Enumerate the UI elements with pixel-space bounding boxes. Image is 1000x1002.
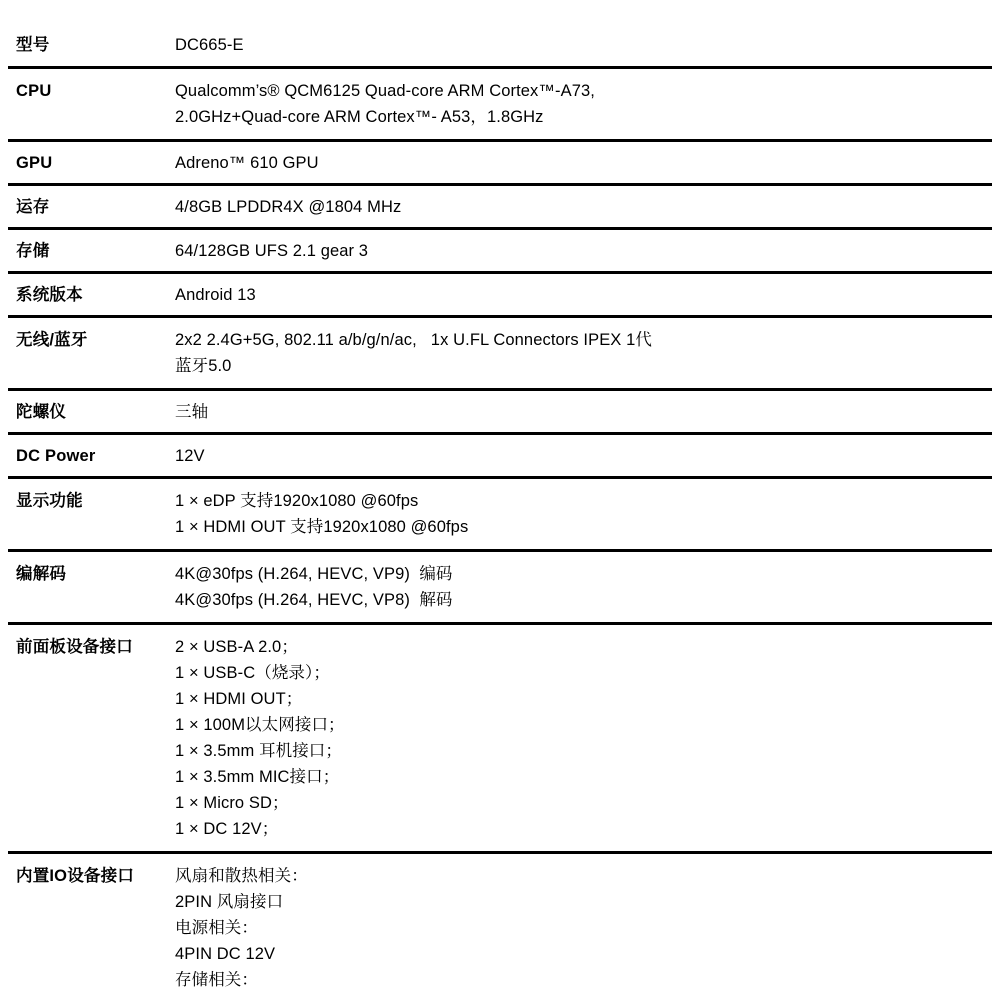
row-label: 存储 <box>16 242 50 260</box>
table-row <box>8 854 992 1002</box>
table-row <box>8 186 992 230</box>
table-row <box>8 552 992 625</box>
row-label: GPU <box>16 154 53 172</box>
value-line: 2 × USB-A 2.0； <box>175 638 298 656</box>
table-row <box>8 391 992 435</box>
row-value <box>175 150 992 176</box>
value-line: Qualcomm’s® QCM6125 Quad-core ARM Cortex™-A73, <box>175 82 595 100</box>
row-label: DC Power <box>16 447 96 465</box>
row-label: 无线/蓝牙 <box>16 331 88 349</box>
row-value <box>175 863 992 993</box>
value-line: 4PIN DC 12V <box>175 945 276 963</box>
value-line: 12V <box>175 447 205 465</box>
value-line: 4K@30fps (H.264, HEVC, VP9) 编码 <box>175 565 453 583</box>
value-line: Android 13 <box>175 286 256 304</box>
value-line: 2x2 2.4G+5G, 802.11 a/b/g/n/ac, 1x U.FL Connectors IPEX 1代 <box>175 331 652 349</box>
value-line: 存储相关： <box>175 971 258 989</box>
row-label: 运存 <box>16 198 50 216</box>
value-line: 三轴 <box>175 403 209 421</box>
value-line: 2PIN 风扇接口 <box>175 893 284 911</box>
value-line: 蓝牙5.0 <box>175 357 232 375</box>
value-line: 1 × 100M以太网接口； <box>175 716 345 734</box>
value-line: 1 × USB-C（烧录）； <box>175 664 330 682</box>
value-line: 4K@30fps (H.264, HEVC, VP8) 解码 <box>175 591 453 609</box>
row-label: 陀螺仪 <box>16 403 67 421</box>
table-row <box>8 69 992 142</box>
value-line: Adreno™ 610 GPU <box>175 154 319 172</box>
table-row <box>8 435 992 479</box>
row-value <box>175 194 992 220</box>
value-line: 1 × 3.5mm 耳机接口； <box>175 742 342 760</box>
row-value <box>175 32 992 58</box>
value-line: 1 × HDMI OUT； <box>175 690 303 708</box>
value-line: 1 × 3.5mm MIC接口； <box>175 768 340 786</box>
value-line: 电源相关： <box>175 919 258 937</box>
value-line: 1 × Micro SD； <box>175 794 289 812</box>
row-value <box>175 443 992 469</box>
table-row <box>8 274 992 318</box>
row-label: CPU <box>16 82 52 100</box>
value-line: 1 × HDMI OUT 支持1920x1080 @60fps <box>175 518 469 536</box>
row-value <box>175 561 992 613</box>
table-row <box>8 142 992 186</box>
row-label: 系统版本 <box>16 286 83 304</box>
value-line: DC665-E <box>175 36 244 54</box>
row-value <box>175 488 992 540</box>
value-line: 2.0GHz+Quad-core ARM Cortex™- A53，1.8GHz <box>175 108 544 126</box>
value-line: 风扇和散热相关： <box>175 867 308 885</box>
row-label: 编解码 <box>16 565 67 583</box>
table-row <box>8 479 992 552</box>
row-value <box>175 282 992 308</box>
row-label: 前面板设备接口 <box>16 638 133 656</box>
value-line: 4/8GB LPDDR4X @1804 MHz <box>175 198 402 216</box>
row-value <box>175 634 992 842</box>
row-value <box>175 78 992 130</box>
value-line: 1 × DC 12V； <box>175 820 279 838</box>
row-label: 型号 <box>16 36 50 54</box>
table-row <box>8 318 992 391</box>
row-label: 显示功能 <box>16 492 83 510</box>
row-label: 内置IO设备接口 <box>16 867 135 885</box>
row-value <box>175 327 992 379</box>
row-value <box>175 238 992 264</box>
table-row <box>8 625 992 854</box>
row-value <box>175 399 992 425</box>
table-row <box>8 230 992 274</box>
value-line: 64/128GB UFS 2.1 gear 3 <box>175 242 369 260</box>
value-line: 1 × eDP 支持1920x1080 @60fps <box>175 492 419 510</box>
table-row <box>8 0 992 69</box>
